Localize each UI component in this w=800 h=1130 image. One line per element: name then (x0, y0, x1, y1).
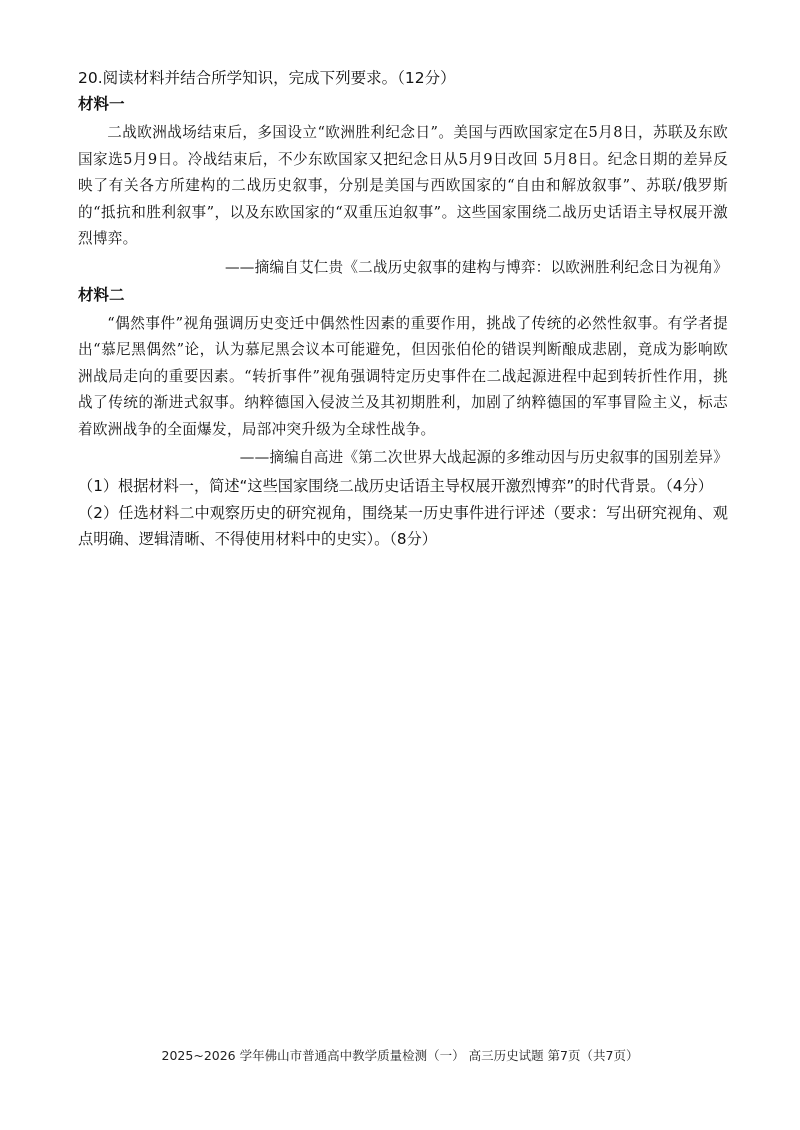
question-block (78, 66, 728, 553)
material-two-source: ——摘编自高进《第二次世界大战起源的多维动因与历史叙事的国别差异》 (239, 449, 728, 466)
material-one-label: 材料一 (78, 95, 125, 113)
task-two: （2）任选材料二中观察历史的研究视角，围绕某一历史事件进行评述（要求：写出研究视角、观点明确、逻辑清晰、不得使用材料中的史实）。（8分） (78, 503, 728, 548)
material-two-label: 材料二 (78, 285, 125, 304)
page-footer: 2025~2026 学年佛山市普通高中教学质量检测（一） 高三历史试题 第7页（共7页） (161, 1048, 639, 1063)
question-title: 20.阅读材料并结合所学知识，完成下列要求。（12分） (78, 69, 456, 87)
task-one: （1）根据材料一，简述“这些国家围绕二战历史话语主导权展开激烈博弈”的时代背景。（4分） (78, 477, 713, 495)
material-one-source: ——摘编自艾仁贵《二战历史叙事的建构与博弈：以欧洲胜利纪念日为视角》 (225, 258, 728, 276)
material-one-text: 二战欧洲战场结束后，多国设立“欧洲胜利纪念日”。美国与西欧国家定在5月8日，苏联及东欧国家选5月9日。冷战结束后，不少东欧国家又把纪念日从5月9日改回 5月8日。纪念日期的差异反映了有关各方所建构的二战历史叙事，分别是美国与西欧国家的“自由和解放叙事”、苏联/俄罗斯的“抵抗和胜利叙事”，以及东欧国家的“双重压迫叙事”。这些国家围绕二战历史话语主导权展开激烈博弈。 (78, 124, 728, 247)
material-two-text: “偶然事件”视角强调历史变迁中偶然性因素的重要作用，挑战了传统的必然性叙事。有学者提出“慕尼黑偶然”论，认为慕尼黑会议本可能避免，但因张伯伦的错误判断酿成悲剧，竟成为影响欧洲战局走向的重要因素。“转折事件”视角强调特定历史事件在二战起源进程中起到转折性作用，挑战了传统的渐进式叙事。纳粹德国入侵波兰及其初期胜利，加剧了纳粹德国的军事冒险主义，标志着欧洲战争的全面爆发，局部冲突升级为全球性战争。 (78, 314, 728, 438)
